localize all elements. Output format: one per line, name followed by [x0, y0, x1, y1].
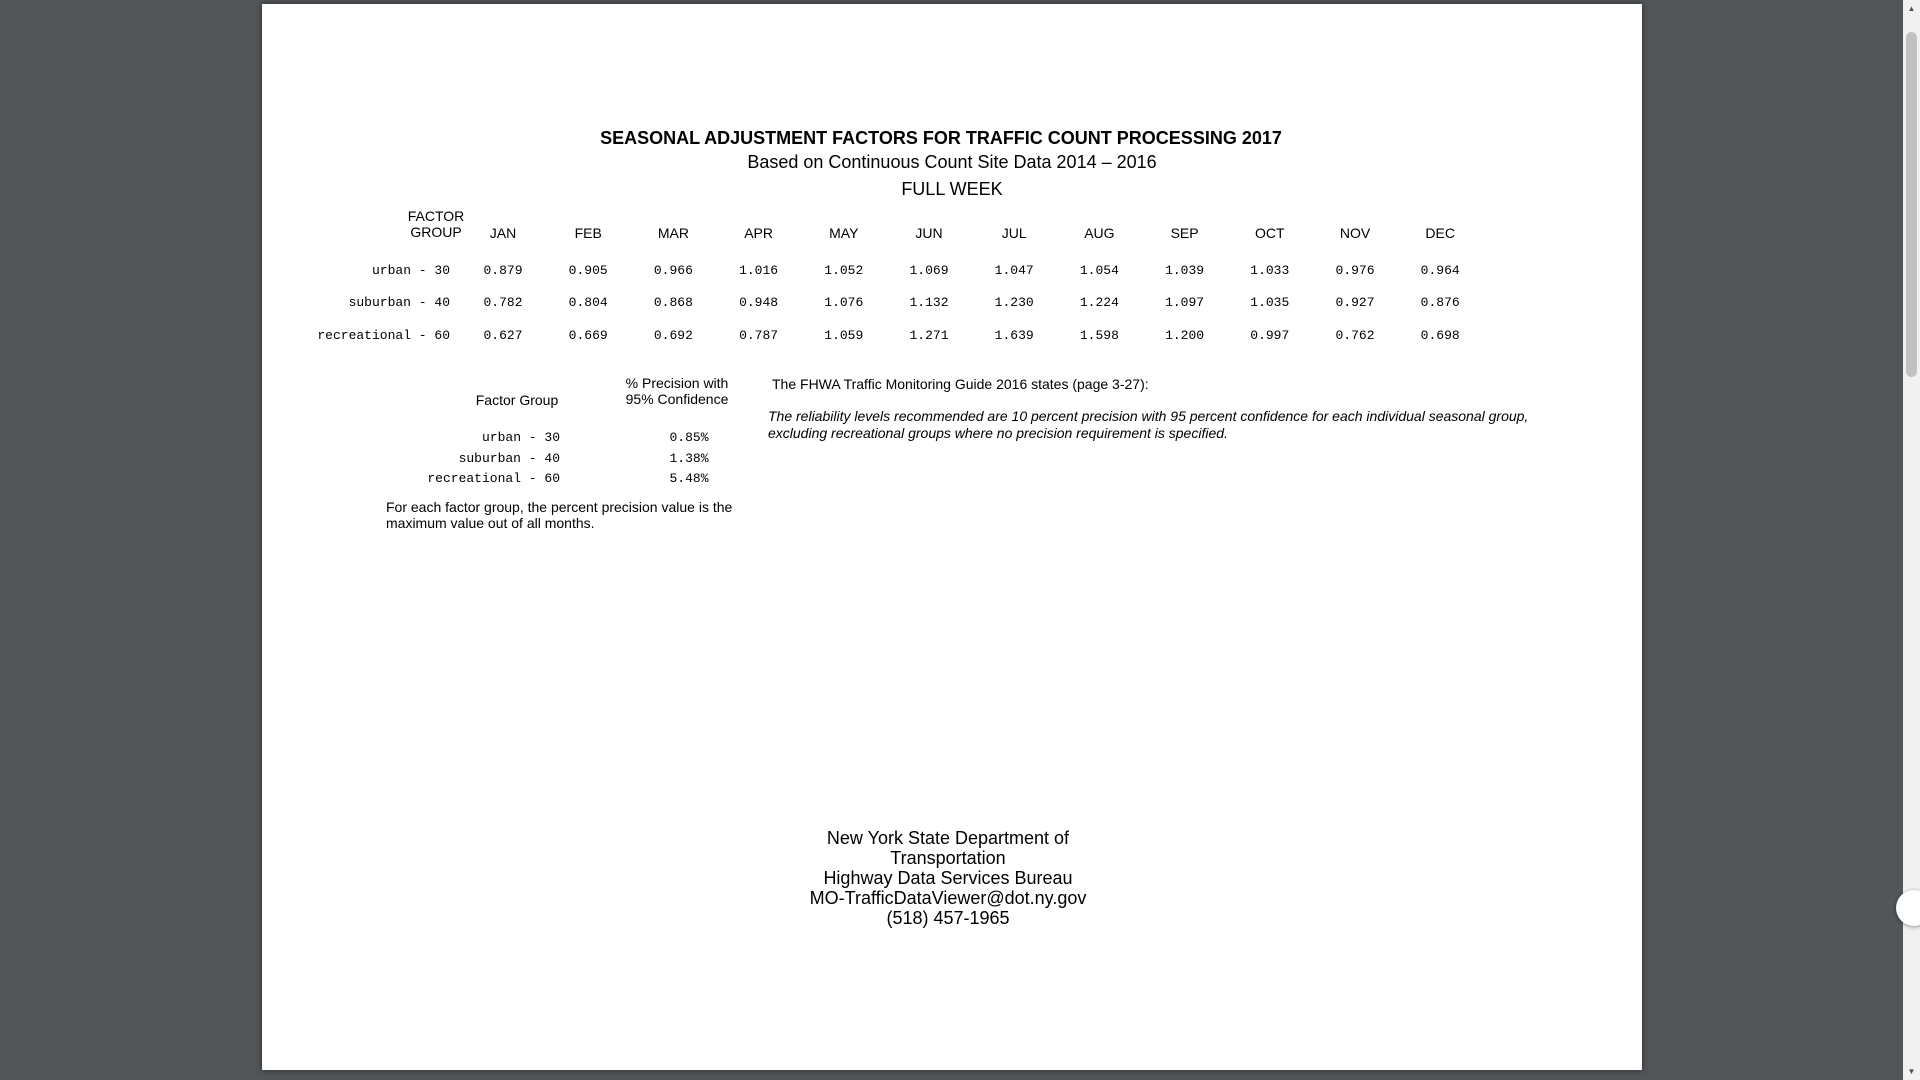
factor-value-cell: 1.132 — [909, 295, 949, 310]
footer-email[interactable]: MO-TrafficDataViewer@dot.ny.gov — [809, 888, 1087, 908]
month-header: OCT — [1255, 225, 1285, 241]
footer-org-line: New York State Department of — [826, 828, 1070, 848]
precision-row-value: 0.85% — [669, 430, 709, 445]
factor-value-cell: 0.627 — [483, 328, 523, 343]
document-subtitle: Based on Continuous Count Site Data 2014 – 2016 — [747, 152, 1157, 172]
month-header: SEP — [1170, 225, 1199, 241]
precision-row-label: recreational - 60 — [427, 471, 560, 486]
factor-value-cell: 1.016 — [739, 263, 779, 278]
factor-value-cell: 0.868 — [653, 295, 693, 310]
factor-value-cell: 0.879 — [483, 263, 523, 278]
floating-action-button[interactable] — [1896, 890, 1920, 926]
factor-value-cell: 0.787 — [739, 328, 779, 343]
factor-value-cell: 0.976 — [1335, 263, 1375, 278]
factor-value-cell: 0.876 — [1420, 295, 1460, 310]
precision-row-label: suburban - 40 — [458, 451, 560, 466]
month-header: MAR — [657, 225, 689, 241]
month-header: DEC — [1425, 225, 1455, 241]
document-page — [262, 4, 1642, 1070]
footer-org-line: Transportation — [890, 848, 1006, 868]
factor-value-cell: 0.692 — [653, 328, 693, 343]
factor-value-cell: 0.948 — [739, 295, 779, 310]
factor-value-cell: 0.782 — [483, 295, 523, 310]
factor-value-cell: 0.669 — [568, 328, 608, 343]
precision-group-header: Factor Group — [475, 392, 559, 408]
triangle-down-icon[interactable]: ▼ — [1907, 1067, 1916, 1076]
factor-value-cell: 1.069 — [909, 263, 949, 278]
month-header: JUN — [915, 225, 943, 241]
factor-value-cell: 1.047 — [994, 263, 1034, 278]
month-header: FEB — [574, 225, 602, 241]
factor-value-cell: 1.033 — [1250, 263, 1290, 278]
precision-header: % Precision with 95% Confidence — [625, 375, 729, 407]
factor-value-cell: 1.200 — [1165, 328, 1205, 343]
factor-value-cell: 1.230 — [994, 295, 1034, 310]
factor-value-cell: 0.804 — [568, 295, 608, 310]
scroll-thumb[interactable] — [1906, 32, 1917, 377]
precision-row-label: urban - 30 — [481, 430, 560, 445]
fhwa-heading: The FHWA Traffic Monitoring Guide 2016 states (page 3-27): — [772, 376, 1149, 392]
factor-value-cell: 1.097 — [1165, 295, 1205, 310]
factor-value-cell: 1.639 — [994, 328, 1034, 343]
factor-value-cell: 1.039 — [1165, 263, 1205, 278]
factor-value-cell: 0.966 — [653, 263, 693, 278]
factor-value-cell: 1.224 — [1079, 295, 1119, 310]
month-header: AUG — [1084, 225, 1115, 241]
month-header: JAN — [489, 225, 517, 241]
factor-value-cell: 0.698 — [1420, 328, 1460, 343]
month-header: JUL — [1001, 225, 1027, 241]
factor-group-header: FACTOR GROUP — [407, 208, 465, 240]
factor-value-cell: 0.964 — [1420, 263, 1460, 278]
factor-value-cell: 1.076 — [824, 295, 864, 310]
footer-phone: (518) 457-1965 — [886, 908, 1010, 928]
factor-value-cell: 1.271 — [909, 328, 949, 343]
factor-value-cell: 1.035 — [1250, 295, 1290, 310]
precision-row-value: 1.38% — [669, 451, 709, 466]
document-title: SEASONAL ADJUSTMENT FACTORS FOR TRAFFIC COUNT PROCESSING 2017 — [600, 128, 1282, 148]
fhwa-quote: The reliability levels recommended are 10 percent precision with 95 percent confidence for each individual seasonal group, excluding recreational groups where no precision requirement is specified. — [768, 408, 1529, 441]
factor-row-label: suburban - 40 — [348, 295, 450, 310]
week-label: FULL WEEK — [901, 179, 1003, 199]
factor-value-cell: 0.997 — [1250, 328, 1290, 343]
month-header: APR — [744, 225, 773, 241]
month-header: MAY — [829, 225, 859, 241]
factor-value-cell: 1.059 — [824, 328, 864, 343]
factor-row-label: urban - 30 — [371, 263, 450, 278]
factor-value-cell: 1.598 — [1079, 328, 1119, 343]
month-header: NOV — [1339, 225, 1371, 241]
factor-row-label: recreational - 60 — [317, 328, 450, 343]
precision-note: For each factor group, the percent precision value is the maximum value out of all months. — [386, 499, 733, 531]
factor-value-cell: 0.905 — [568, 263, 608, 278]
contact-footer — [262, 828, 1634, 928]
factor-value-cell: 0.762 — [1335, 328, 1375, 343]
factor-value-cell: 1.052 — [824, 263, 864, 278]
footer-bureau: Highway Data Services Bureau — [823, 868, 1073, 888]
factor-value-cell: 0.927 — [1335, 295, 1375, 310]
precision-row-value: 5.48% — [669, 471, 709, 486]
factor-value-cell: 1.054 — [1079, 263, 1119, 278]
triangle-up-icon[interactable]: ▲ — [1907, 4, 1916, 13]
